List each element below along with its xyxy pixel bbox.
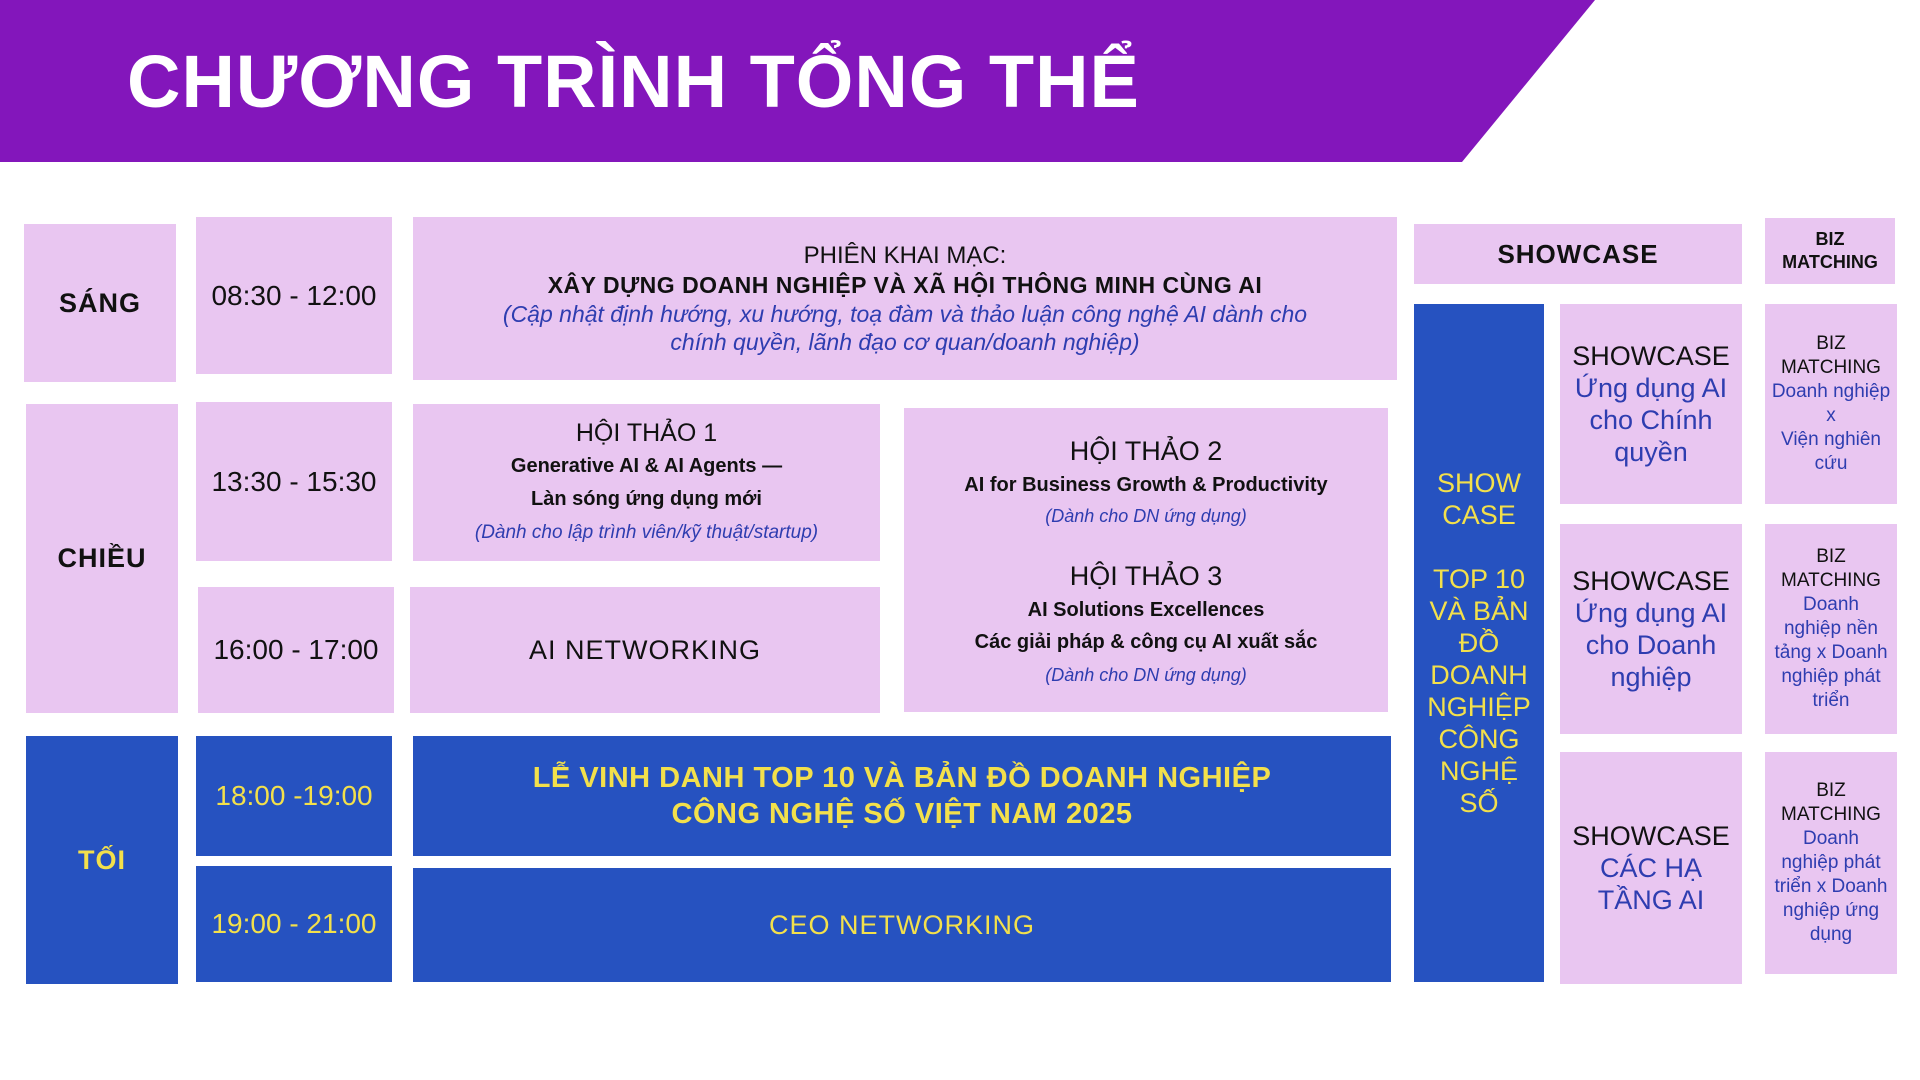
showcase-col-l4: VÀ BẢN — [1429, 596, 1529, 626]
time-slot: 18:00 -19:00 — [196, 736, 392, 856]
biz-item-heading: BIZ — [1816, 780, 1846, 801]
workshop-2-label: HỘI THẢO 2 — [1069, 436, 1223, 466]
workshop-3-title-2: Các giải pháp & công cụ AI xuất sắc — [974, 631, 1318, 653]
showcase-item-label: SHOWCASE — [1572, 566, 1730, 596]
workshop-3-label: HỘI THẢO 3 — [1069, 561, 1223, 591]
workshop-1 — [413, 404, 880, 561]
biz-item-heading: BIZ — [1816, 333, 1846, 354]
biz-item-line: dụng — [1809, 924, 1853, 945]
showcase-col-l6: DOANH — [1430, 660, 1528, 690]
showcase-col-l7: NGHIỆP — [1427, 692, 1531, 722]
biz-item-line: nghiệp ứng — [1782, 900, 1880, 921]
time-slot: 16:00 - 17:00 — [198, 587, 394, 713]
opening-label: PHIÊN KHAI MẠC: — [803, 242, 1007, 269]
showcase-item-label: SHOWCASE — [1572, 341, 1730, 371]
workshop-1-title-1: Generative AI & AI Agents — — [510, 454, 783, 477]
biz-item-line: nghiệp phát — [1781, 666, 1881, 687]
workshop-2-title: AI for Business Growth & Productivity — [964, 474, 1328, 496]
workshop-3-audience: (Dành cho DN ứng dụng) — [1045, 665, 1247, 685]
showcase-item-line: Ứng dụng AI — [1574, 373, 1728, 403]
ceo-networking: CEO NETWORKING — [413, 868, 1391, 982]
showcase-col-l1: SHOW — [1437, 468, 1521, 498]
showcase-item — [1560, 752, 1742, 984]
workshop-2-audience: (Dành cho DN ứng dụng) — [1045, 506, 1247, 526]
showcase-col-l10: SỐ — [1459, 788, 1499, 818]
biz-item-line: Doanh — [1803, 828, 1859, 849]
workshop-3 — [904, 550, 1388, 700]
time-slot: 08:30 - 12:00 — [196, 217, 392, 374]
showcase-item-line: cho Chính — [1589, 405, 1713, 435]
showcase-item-line: TẦNG AI — [1597, 885, 1705, 915]
session-morning: SÁNG — [24, 224, 176, 382]
biz-header-line-2: MATCHING — [1782, 252, 1878, 272]
opening-desc-1: (Cập nhật định hướng, xu hướng, toạ đàm và thảo luận công nghệ AI dành cho — [502, 301, 1308, 327]
showcase-header: SHOWCASE — [1414, 224, 1742, 284]
showcase-col-l9: NGHỆ — [1439, 756, 1518, 786]
ceremony — [413, 736, 1391, 856]
biz-item-heading: MATCHING — [1781, 357, 1881, 378]
showcase-item-line: nghiệp — [1610, 662, 1692, 692]
showcase-column — [1414, 304, 1544, 982]
ceremony-line-2: CÔNG NGHỆ SỐ VIỆT NAM 2025 — [671, 798, 1133, 830]
showcase-item-label: SHOWCASE — [1572, 821, 1730, 851]
workshop-1-title-2: Làn sóng ứng dụng mới — [531, 487, 762, 510]
showcase-item — [1560, 524, 1742, 734]
biz-item-line: nghiệp nền — [1783, 618, 1879, 639]
time-slot: 19:00 - 21:00 — [196, 866, 392, 982]
workshop-1-audience: (Dành cho lập trình viên/kỹ thuật/startup) — [474, 521, 819, 543]
biz-item-heading: MATCHING — [1781, 804, 1881, 825]
showcase-col-l8: CÔNG — [1438, 724, 1520, 754]
showcase-item-line: quyền — [1614, 437, 1688, 467]
biz-item-line: triển x Doanh — [1774, 876, 1888, 897]
biz-matching-item — [1765, 524, 1897, 734]
biz-item-line: tảng x Doanh — [1774, 642, 1888, 663]
showcase-item — [1560, 304, 1742, 504]
biz-item-line: Doanh nghiệp — [1771, 381, 1891, 402]
biz-matching-header — [1765, 218, 1895, 284]
biz-item-line: x — [1826, 405, 1836, 426]
biz-item-line: Doanh — [1803, 594, 1859, 615]
opening-desc-2: chính quyền, lãnh đạo cơ quan/doanh nghiệp) — [670, 329, 1140, 355]
biz-header-line-1: BIZ — [1815, 229, 1845, 249]
biz-item-line: cứu — [1814, 453, 1848, 474]
workshop-2 — [904, 422, 1388, 542]
workshop-3-title-1: AI Solutions Excellences — [1027, 599, 1265, 621]
biz-matching-item — [1765, 752, 1897, 974]
time-slot: 13:30 - 15:30 — [196, 402, 392, 561]
workshop-2-3 — [904, 408, 1388, 712]
showcase-item-line: CÁC HẠ — [1599, 853, 1702, 883]
session-afternoon: CHIỀU — [26, 404, 178, 713]
showcase-col-l2: CASE — [1442, 500, 1516, 530]
showcase-col-l3: TOP 10 — [1432, 564, 1526, 594]
ai-networking: AI NETWORKING — [410, 587, 880, 713]
biz-item-line: Viện nghiên — [1780, 429, 1882, 450]
biz-item-line: triển — [1812, 690, 1850, 711]
biz-matching-item — [1765, 304, 1897, 504]
showcase-item-line: cho Doanh — [1585, 630, 1717, 660]
biz-item-line: nghiệp phát — [1781, 852, 1881, 873]
opening-title: XÂY DỰNG DOANH NGHIỆP VÀ XÃ HỘI THÔNG MINH CÙNG AI — [547, 272, 1263, 298]
showcase-item-line: Ứng dụng AI — [1574, 598, 1728, 628]
session-evening: TỐI — [26, 736, 178, 984]
opening-session — [413, 217, 1397, 380]
ceremony-line-1: LỄ VINH DANH TOP 10 VÀ BẢN ĐỒ DOANH NGHIỆP — [532, 762, 1272, 794]
biz-item-heading: MATCHING — [1781, 570, 1881, 591]
showcase-col-l5: ĐỒ — [1458, 628, 1500, 658]
workshop-1-label: HỘI THẢO 1 — [575, 418, 718, 447]
biz-item-heading: BIZ — [1816, 546, 1846, 567]
page-title: CHƯƠNG TRÌNH TỔNG THỂ — [127, 40, 1140, 123]
